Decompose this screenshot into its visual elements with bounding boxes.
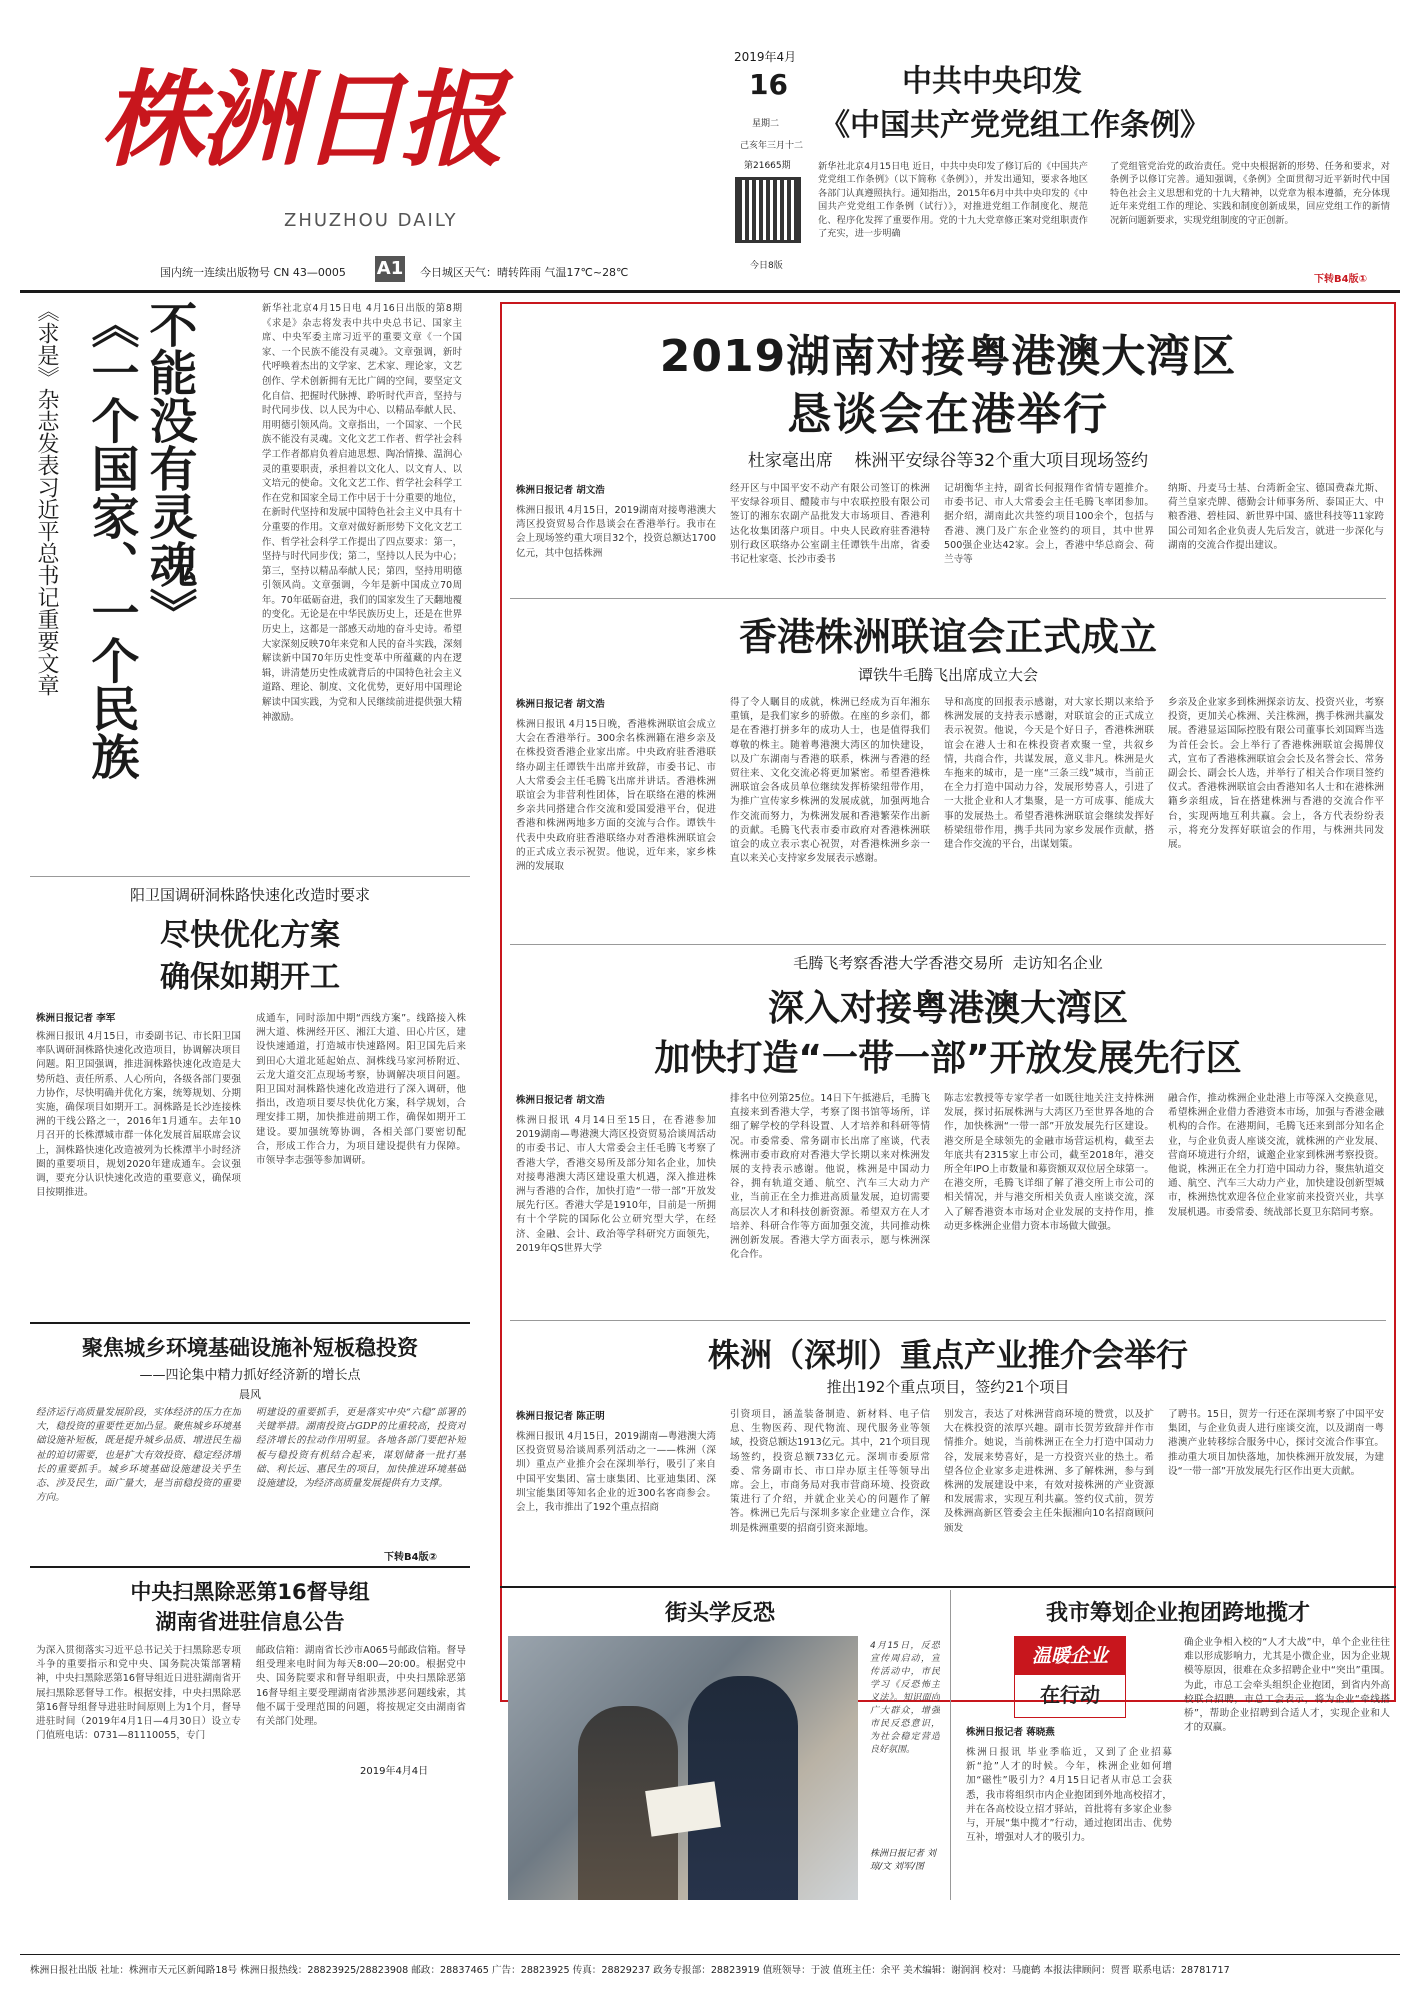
shenzhen-col1: 株洲日报讯 4月15日，2019湖南—粤港澳大湾区投资贸易洽谈周系列活动之一——株洲（深圳）重点产业推介会在深圳举行，吸引了来自中国平安集团、富士康集团、比亚迪集团、深圳宝能集团等知名企业的近300名客商参会。会上，我市推出了192个重点招商 [516, 1431, 716, 1514]
editorial-title: 聚焦城乡环境基础设施补短板稳投资 [82, 1335, 418, 1360]
footer-info: 株洲日报社出版 社址：株洲市天元区新闻路18号 株洲日报热线：28823925/28823908 邮政：28837465 广告：28823925 传真：28829237 政务专报部：28823919 值班领导：于波 值班主任：余平 美术编辑：谢润润 校对：马鹿鹤 本报法律顾问：贸晋 联系电话：28781717 [30, 1965, 1230, 1976]
enterprise-title: 我市筹划企业抱团跨地揽才 [1045, 1600, 1310, 1626]
date-issue: 第21665期 [744, 161, 791, 171]
top-story-col2: 了党组管党治党的政治责任。党中央根据新的形势、任务和要求，对条例予以修订完善。通知强调，《条例》全面贯彻习近平新时代中国特色社会主义思想和党的十九大精神，以党章为根本遵循，充分体现近年来党组工作的理论、实践和制度创新成果，回应党组工作的新情况新问题新要求，实现党组制度的守正创新。 [1110, 161, 1390, 226]
editorial-author: 晨风 [239, 1388, 261, 1401]
shenzhen-col2: 引资项目，涵盖装备制造、新材料、电子信息、生物医药、现代物流、现代服务业等领域，投资总额达1913亿元。其中，21个项目现场签约，投资总额733亿元。深圳市委原常委、常务副市长、市口岸办原主任等领导出席。会上，市商务局对我市营商环境、投资政策进行了介绍，并就企业关心的问题作了解答。株洲已先后与深圳多家企业建立合作，深圳是株洲重要的招商引资来源地。 [730, 1409, 930, 1534]
railway-byline: 株洲日报记者 李军 [36, 1013, 116, 1024]
mao-visit-col2: 排名中位列第25位。14日下午抵港后，毛腾飞直接来到香港大学，考察了图书馆等场所，详细了解学校的学科设置、人才培养和科研等情况。市委常委、常务副市长出席了座谈，代表株洲市委市政府对香港大学长期以来对株洲发展的支持表示感谢。他说，株洲是中国动力谷，拥有轨道交通、航空、汽车三大动力产业，当前正在全力推进高质量发展，迫切需要高层次人才和科技创新资源。希望双方在人才培养、科研合作等方面加强交流，共同推动株洲创新发展。香港大学方面表示，愿与株洲深化合作。 [730, 1093, 930, 1261]
bottom-rule [500, 1586, 1396, 1588]
shenzhen-subtitle: 推出192个重点项目，签约21个项目 [826, 1378, 1070, 1396]
photo-story-caption: 4月15日，反恐宣传周启动，宣传活动中，市民学习《反恐怖主义法》。知识面向广大群众，增强市民反恐意识，为社会稳定营造良好氛围。 [870, 1641, 940, 1755]
date-lunar: 己亥年三月十二 [740, 141, 804, 151]
top-story-title-2: 《中国共产党党组工作条例》 [820, 108, 1210, 143]
photo-story-credit: 株洲日报记者 刘琼/文 刘军/图 [870, 1849, 936, 1872]
left-rule-2 [30, 1322, 470, 1324]
hunan-col3: 记胡衡华主持，副省长何报翔作省情专题推介。市委书记、市人大常委会主任毛腾飞率团参加。据介绍，湖南此次共签约项目100余个，包括与香港、澳门及广东企业签约的项目，其中世界500强企业达42家。会上，香港中华总商会、荷兰寺等 [944, 483, 1154, 566]
photo-story-title: 街头学反恐 [664, 1600, 775, 1626]
masthead-english: ZHUZHOU DAILY [284, 210, 458, 231]
bottom-divider [950, 1590, 951, 1900]
shenzhen-byline: 株洲日报记者 陈正明 [516, 1411, 605, 1422]
page-number: A1 [376, 258, 404, 279]
enterprise-badge [1014, 1636, 1126, 1718]
shenzhen-col4: 了聘书。15日，贺芳一行还在深圳考察了中国平安集团，与企业负责人进行座谈交流，以及湖南一粤港澳产业转移综合服务中心，探讨交流合作事宜。推动重大项目加快落地，加快株洲开放发展，为建设“一带一部”开放发展先行区作出更大贡献。 [1168, 1409, 1384, 1477]
date-pages: 今日8版 [750, 261, 783, 271]
hunan-subtitle: 杜家毫出席 株洲平安绿谷等32个重大项目现场签约 [747, 451, 1149, 471]
hunan-col4: 纳斯、丹麦马士基、台湾新金宝、德国费森尤斯、荷兰皇家壳牌、德勤会计师事务所、泰国正大、中粮香港、碧桂园、新世界中国、盛世科技等11家跨国公司知名企业负责人先后发言，就进一步深化与湖南的交流合作提出建议。 [1168, 483, 1384, 551]
qr-code [738, 180, 798, 240]
enterprise-byline: 株洲日报记者 蒋晓燕 [966, 1727, 1055, 1738]
qiushi-vertical-title-2: 《一个国家、一个民族 [83, 300, 139, 780]
weather: 今日城区天气：晴转阵雨 气温17℃~28℃ [420, 266, 629, 279]
railway-col1: 株洲日报讯 4月15日，市委副书记、市长阳卫国率队调研洞株路快速化改造项目，协调解决项目问题。阳卫国强调，推进洞株路快速化改造是大势所趋、责任所系、人心所向，各级各部门要强力协作，尽快明确并优化方案，统筹规划、分期实施，确保项目如期开工。洞株路是长沙连接株洲的干线公路之一，2016年1月通车。去年10月召开的长株潭城市群一体化发展首届联席会议上，洞株路快速化改造被列为长株潭半小时经济圈的重要项目，规划2020年建成通车。会议强调，要充分认识快速化改造的重要意义，确保项目按期推进。 [36, 1031, 241, 1199]
hk-assoc-subtitle: 谭铁牛毛腾飞出席成立大会 [857, 666, 1038, 684]
hk-assoc-col3: 导和高度的回报表示感谢，对大家长期以来给予株洲发展的支持表示感谢，对联谊会的正式成立表示祝贺。他说，今天是个好日子，香港株洲联谊会在港人士和在株投资者欢聚一堂，共叙乡情，共商合作，共谋发展，意义非凡。株洲是火车拖来的城市，是一座“三条三线”城市，当前正在全力打造中国动力谷，发展形势喜人，引进了一大批企业和人才集聚，是一方可成事、能成大事的发展热土。希望香港株洲联谊会继续发挥好桥梁纽带作用，携手共同为家乡发展作贡献，搭建合作交流的平台，出谋划策。 [944, 697, 1154, 851]
mao-visit-title-1: 深入对接粤港澳大湾区 [767, 988, 1128, 1029]
footer-rule [20, 1954, 1400, 1955]
left-rule-1 [30, 876, 470, 877]
mao-visit-col1: 株洲日报讯 4月14日至15日，在香港参加2019湖南—粤港澳大湾区投资贸易洽谈周活动的市委书记、市人大常委会主任毛腾飞考察了香港大学，香港交易所及部分知名企业，加快对接粤港澳大湾区建设重大机遇，深入推进株洲与香港的合作，加快打造“一带一部”开放发展先行区。香港大学是1910年，目前是一所拥有十个学院的国际化公立研究型大学，在经济、金融、会计、政治等学科研究方面领先，2019年QS世界大学 [516, 1115, 716, 1254]
top-story-title-1: 中共中央印发 [902, 64, 1082, 99]
shenzhen-title: 株洲（深圳）重点产业推介会举行 [707, 1336, 1188, 1374]
mao-visit-byline: 株洲日报记者 胡文浩 [516, 1095, 605, 1106]
qiushi-body: 新华社北京4月15日电 4月16日出版的第8期《求是》杂志将发表中共中央总书记、国家主席、中央军委主席习近平的重要文章《一个国家、一个民族不能没有灵魂》。文章强调，新时代呼唤着杰出的文学家、艺术家、理论家，文艺创作、学术创新拥有无比广阔的空间，要坚定文化自信、把握时代脉搏、聆听时代声音，坚持与时代同步伐、以人民为中心、以精品奉献人民、用明德引领风尚。文章指出，一个国家、一个民族不能没有灵魂。文化文艺工作者、哲学社会科学工作者都肩负着启迪思想、陶冶情操、温润心灵的重要职责，承担着以文化人、以文育人、以文培元的使命。文化文艺工作、哲学社会科学工作在党和国家全局工作中居于十分重要的地位，在新时代坚持和发展中国特色社会主义中具有十分重要的作用。文章对做好新形势下文化文艺工作、哲学社会科学工作提出了四点要求：第一，坚持与时代同步伐；第二，坚持以人民为中心；第三，坚持以精品奉献人民；第四，坚持用明德引领风尚。文章强调，今年是新中国成立70周年。70年砥砺奋进，我们的国家发生了天翻地覆的变化。无论是在中华民族历史上，还是在世界历史上，这都是一部感天动地的奋斗史诗。希望大家深刻反映70年来党和人民的奋斗实践，深刻解读新中国70年历史性变革中所蕴藏的内在逻辑，讲清楚历史性成就背后的中国特色社会主义道路、理论、制度、文化优势，更好用中国理论解读中国实践，为党和人民继续前进提供强大精神激励。 [262, 303, 462, 723]
gang-date: 2019年4月4日 [360, 1766, 429, 1777]
hunan-byline: 株洲日报记者 胡文浩 [516, 485, 605, 496]
hunan-title-1: 2019湖南对接粤港澳大湾区 [659, 331, 1237, 382]
hk-assoc-col4: 乡亲及企业家多到株洲探亲访友、投资兴业，考察投资，更加关心株洲、关注株洲，携手株洲共赢发展。香港显运国际控股有限公司董事长刘国辉当选为首任会长。会上举行了香港株洲联谊会揭牌仪式，宣布了香港株洲联谊会会长及名誉会长、常务副会长、副会长人选，并举行了相关合作项目签约仪式。香港株洲联谊会由香港知名人士和在港株洲籍乡亲组成，旨在搭建株洲与香港的交流合作平台，实现两地互利共赢。会上，各方代表纷纷表示，将充分发挥好联谊会的作用，与株洲共同发展。 [1168, 697, 1384, 851]
gang-title-2: 湖南省进驻信息公告 [155, 1610, 345, 1634]
hk-assoc-title: 香港株洲联谊会正式成立 [738, 615, 1157, 659]
top-story-col1: 新华社北京4月15日电 近日，中共中央印发了修订后的《中国共产党党组工作条例》（以下简称《条例》），并发出通知，要求各地区各部门认真遵照执行。通知指出，2015年6月中共中央印发的《中国共产党党组工作条例（试行）》，对推进党组工作制度化、规范化、程序化发挥了重要作用。党的十九大党章修正案对党组职责作了充实，进一步明确 [818, 161, 1088, 240]
enterprise-col2: 确企业争相入校的“人才大战”中，单个企业往往难以形成影响力，尤其是小微企业，因为企业规模等原因，很难在众多招聘企业中“突出”重围。为此，市总工会牵头组织企业抱团，到省内外高校联合招聘，市总工会表示，将为企业“牵线搭桥”，帮助企业招聘到合适人才，实现企业和人才的双赢。 [1184, 1637, 1390, 1734]
mao-visit-title-2: 加快打造“一带一部”开放发展先行区 [654, 1038, 1242, 1079]
hunan-col2: 经开区与中国平安不动产有限公司签订的株洲平安绿谷项目、醴陵市与中农联控股有限公司签订的湘东农副产品批发大市场项目、香港利达化妆集团落户项目。中央人民政府驻香港特别行政区联络办公室副主任谭铁牛出席，省委书记杜家毫、长沙市委书 [730, 483, 930, 566]
qiushi-vertical-title-1: 不能没有灵魂》 [141, 300, 197, 636]
top-story-jump[interactable]: 下转B4版① [1314, 274, 1368, 285]
railway-kicker: 阳卫国调研洞株路快速化改造时要求 [129, 886, 370, 904]
enterprise-badge-top: 温暖企业 [1015, 1637, 1125, 1675]
mao-visit-col3: 陈志宏教授等专家学者一如既往地关注支持株洲发展，探讨拓展株洲与大湾区乃至世界各地的合作，加快株洲“一带一部”开放发展先行区建设。港交所是全球领先的金融市场营运机构，截至去年底共有2315家上市公司，截至2018年，港交所全年IPO上市数量和募资额双双位居全球第一。在港交所，毛腾飞详细了解了港交所上市公司的相关情况，并与港交所相关负责人座谈交流，深入了解香港资本市场对企业发展的支持作用，推动更多株洲企业借力资本市场做大做强。 [944, 1093, 1154, 1232]
enterprise-badge-bottom: 在行动 [1040, 1683, 1100, 1707]
hk-assoc-col2: 得了令人瞩目的成就，株洲已经成为百年湘东重镇，是我们家乡的骄傲。在座的乡亲们，都是在香港打拼多年的成功人士，也是值得我们尊敬的株主。随着粤港澳大湾区的加快建设，以及广东湖南与香港的联系，株洲与香港的经贸往来、文化交流必将更加紧密。希望香港株洲联谊会各成员单位继续发挥桥梁纽带作用，为推广宣传家乡株洲的发展成就，加强两地合作交流而努力，为株洲发展和香港繁荣作出新的贡献。毛腾飞代表市委市政府对香港株洲联谊会的成立表示衷心祝贺，对香港株洲乡亲一直以来关心支持家乡发展表示感谢。 [730, 697, 930, 865]
gang-title-1: 中央扫黑除恶第16督导组 [130, 1580, 370, 1604]
page-number-badge [375, 256, 405, 282]
date-weekday: 星期二 [752, 119, 780, 129]
hunan-col1: 株洲日报讯 4月15日，2019湖南对接粤港澳大湾区投资贸易合作恳谈会在香港举行。我市在会上现场签约重大项目32个，投资总额达1700亿元，其中包括株洲 [516, 505, 716, 559]
hk-assoc-col1: 株洲日报讯 4月15日晚，香港株洲联谊会成立大会在香港举行。300余名株洲籍在港乡亲及在株投资香港企业家出席。中央政府驻香港联络办副主任谭铁牛出席并致辞，市委书记、市人大常委会主任毛腾飞出席并讲话。香港株洲联谊会为非营利性团体，旨在联络在港的株洲乡亲共同搭建合作交流和爱国爱港平台，促进香港和株洲两地多方面的交流与合作。谭铁牛代表中央政府驻香港联络办对香港株洲联谊会的正式成立表示祝贺。他说，近年来，家乡株洲的发展取 [516, 719, 716, 873]
photo-antiterror [508, 1636, 858, 1900]
masthead-rule [20, 290, 1400, 293]
date-year-month: 2019年4月 [734, 50, 797, 64]
railway-title-2: 确保如期开工 [160, 960, 340, 995]
left-rule-3 [30, 1566, 470, 1568]
main-rule-3 [510, 1320, 1386, 1321]
mao-visit-col4: 融合作，推动株洲企业赴港上市等深入交换意见，希望株洲企业借力香港资本市场，加强与香港金融机构的合作。在港期间，毛腾飞还来到部分知名企业，与企业负责人座谈交流，就株洲的产业发展、营商环境进行介绍，诚邀企业家到株洲考察投资。他说，株洲正在全力打造中国动力谷，聚焦轨道交通、航空、汽车三大动力产业，加快建设创新型城市，株洲热忱欢迎各位企业家前来投资兴业，共享发展机遇。市委常委、统战部长夏卫东陪同考察。 [1168, 1093, 1384, 1218]
qiushi-vertical-sub: 《求是》杂志发表习近平总书记重要文章 [34, 300, 59, 696]
shenzhen-col3: 别发言，表达了对株洲营商环境的赞赏，以及扩大在株投资的浓厚兴趣。副市长贺芳致辞并作市情推介。她说，当前株洲正在全力打造中国动力谷，发展来势喜好，是一方投资兴业的热土。希望各位企业家多走进株洲、多了解株洲，参与到株洲的发展建设中来，有效对接株洲的产业资源和发展需求，实现互利共赢。签约仪式前，贺芳及株洲高新区管委会主任朱振湘向10名招商顾问颁发 [944, 1409, 1154, 1534]
main-rule-1 [510, 598, 1386, 599]
gang-col1: 为深入贯彻落实习近平总书记关于扫黑除恶专项斗争的重要指示和党中央、国务院决策部署精神，中央扫黑除恶第16督导组近日进驻湖南省开展扫黑除恶督导工作。根据安排，中央扫黑除恶第16督导组督导进驻时间原则上为1个月，督导进驻时间（2019年4月1日—4月30日）设立专门值班电话：0731—81110055，专门 [36, 1645, 241, 1742]
photo-leaflet [645, 1781, 721, 1836]
editorial-col1: 经济运行高质量发展阶段，实体经济的压力在加大，稳投资的重要性更加凸显。聚焦城乡环境基础设施补短板，既是提升城乡品质、增进民生福祉的迫切需要，也是扩大有效投资、稳定经济增长的重要抓手。城乡环境基础设施建设关乎生态、涉及民生，面广量大，是当前稳投资的重要方向。 [36, 1407, 241, 1504]
railway-title-1: 尽快优化方案 [160, 918, 340, 953]
date-day: 16 [749, 68, 788, 101]
enterprise-col1: 株洲日报讯 毕业季临近，又到了企业招募新“抢”人才的时候。今年，株洲企业如何增加“磁性”吸引力？4月15日记者从市总工会获悉，我市将组织市内企业抱团到外地高校招才，并在各高校设立招才驿站，首批将有多家企业参与，开展“集中揽才”行动，通过抱团出击、优势互补，增强对人才的吸引力。 [966, 1747, 1172, 1844]
masthead-cn-number: 国内统一连续出版物号 CN 43—0005 [160, 266, 346, 279]
main-rule-2 [510, 944, 1386, 945]
mao-visit-kicker: 毛腾飞考察香港大学香港交易所 走访知名企业 [793, 954, 1103, 972]
hunan-title-2: 恳谈会在港举行 [787, 389, 1109, 440]
gang-col2: 邮政信箱：湖南省长沙市A065号邮政信箱。督导组受理来电时间为每天8:00—20:00。根据党中央、国务院要求和督导组职责，中央扫黑除恶第16督导组主要受理湖南省涉黑涉恶问题线索，其他不属于受理范围的问题，将按规定交由湖南省有关部门处理。 [256, 1645, 466, 1728]
hk-assoc-byline: 株洲日报记者 胡文浩 [516, 699, 605, 710]
editorial-jump[interactable]: 下转B4版② [384, 1552, 438, 1563]
editorial-subtitle: ——四论集中精力抓好经济新的增长点 [139, 1368, 361, 1383]
railway-col2: 成通车，同时添加中期“西线方案”。线路接入株洲大道、株洲经开区、湘江大道、田心片区，建设快速通道，打造城市快速路网。阳卫国先后来到田心大道北延起始点、洞株线马家河桥附近、云龙大道交汇点现场考察，协调解决项目问题。阳卫国对洞株路快速化改造进行了深入调研，他指出，改造项目要尽快优化方案，科学规划，合理安排工期，加快推进前期工作，确保如期开工建设。要加强统筹协调，各相关部门要密切配合，形成工作合力，为项目建设提供有力保障。市领导李志强等参加调研。 [256, 1013, 466, 1167]
masthead-title: 株洲日报 [100, 58, 501, 181]
editorial-col2: 明建设的重要抓手，更是落实中央“六稳”部署的关键举措。湖南投资占GDP的比重较高，投资对经济增长的拉动作用明显。各地各部门要把补短板与稳投资有机结合起来，谋划储备一批打基础、利长远、惠民生的项目，加快推进环境基础设施建设，为经济高质量发展提供有力支撑。 [256, 1407, 466, 1490]
